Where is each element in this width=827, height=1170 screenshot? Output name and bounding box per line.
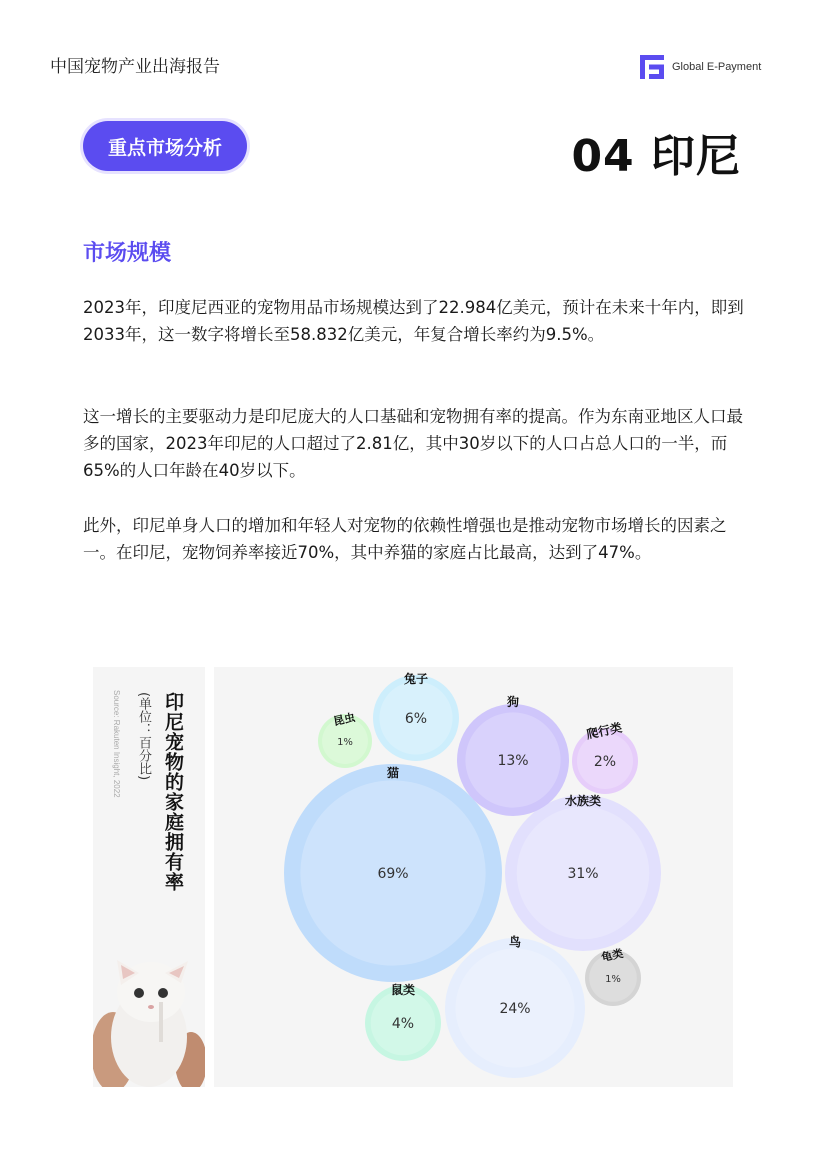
paragraph: 此外，印尼单身人口的增加和年轻人对宠物的依赖性增强也是推动宠物市场增长的因素之一。在印尼，宠物饲养率接近70%，其中养猫的家庭占比最高，达到了47%。	[83, 516, 727, 562]
bubble-chart	[214, 667, 733, 1087]
article-heading: 市场规模	[83, 241, 172, 266]
bubble-0	[284, 764, 502, 982]
brand-logo	[640, 55, 761, 79]
chart-title: 印尼宠物的家庭拥有率	[162, 692, 184, 892]
bubble-3	[457, 694, 569, 816]
bubble-name-label: 鼠类	[390, 983, 416, 997]
chart-unit: (单位：百分比)	[136, 692, 151, 781]
bubble-name-label: 昆虫	[332, 710, 357, 729]
bubble-name-label: 狗	[506, 695, 520, 709]
bubble-chart-svg	[214, 667, 733, 1087]
paragraph: 2023年，印度尼西亚的宠物用品市场规模达到了22.984亿美元，预计在未来十年内，即到2033年，这一数字将增长至58.832亿美元，年复合增长率约为9.5%。	[83, 298, 744, 344]
bubble-value-label: 69%	[377, 866, 409, 882]
bubble-value-label: 1%	[337, 737, 353, 748]
bubble-name-label: 水族类	[564, 794, 602, 808]
bubble-value-label: 13%	[497, 753, 529, 769]
brand-name: Global E-Payment	[672, 61, 762, 73]
bubble-value-label: 1%	[605, 974, 621, 985]
bubble-5	[365, 982, 441, 1061]
bubble-value-label: 24%	[499, 1001, 531, 1017]
report-title: 中国宠物产业出海报告	[50, 57, 220, 77]
bubble-4	[373, 671, 459, 761]
bubble-value-label: 31%	[567, 866, 599, 882]
bubble-2	[445, 934, 585, 1078]
section-title: 04 印尼	[571, 131, 741, 182]
bubble-1	[505, 793, 661, 951]
bubble-name-label: 猫	[386, 766, 400, 780]
bubble-name-label: 龟类	[600, 946, 625, 965]
brand-mark-icon	[640, 55, 664, 79]
bubble-name-label: 兔子	[403, 672, 429, 686]
bubble-8	[585, 946, 641, 1006]
bubble-value-label: 6%	[404, 711, 428, 727]
bubble-name-label: 爬行类	[585, 720, 624, 742]
bubble-7	[318, 710, 372, 768]
chart-source: Source: Rakuten Insight, 2022	[112, 690, 121, 798]
section-tag	[83, 121, 247, 171]
bubble-6	[572, 720, 638, 794]
paragraph: 这一增长的主要驱动力是印尼庞大的人口基础和宠物拥有率的提高。作为东南亚地区人口最多的国家，2023年印尼的人口超过了2.81亿，其中30岁以下的人口占总人口的一半，而65%的人口年龄在40岁以下。	[83, 407, 743, 480]
bubble-name-label: 鸟	[508, 935, 522, 949]
bubble-value-label: 4%	[391, 1016, 415, 1032]
bubble-value-label: 2%	[593, 754, 617, 770]
section-tag-label: 重点市场分析	[107, 136, 222, 159]
